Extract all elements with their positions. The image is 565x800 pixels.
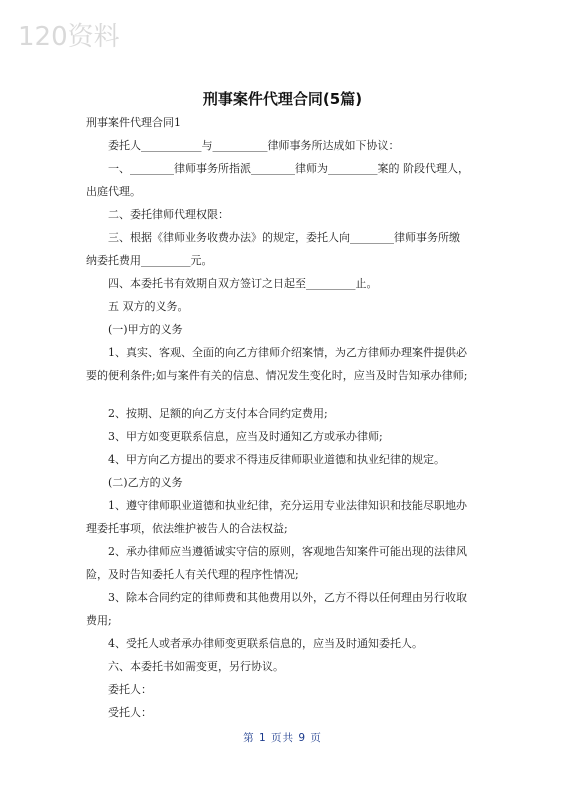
subsection-party-b: (二)乙方的义务	[108, 476, 183, 489]
subsection-party-a: (一)甲方的义务	[108, 323, 183, 336]
paragraph-clause-4: 四、本委托书有效期自双方签订之日起至_________止。	[108, 277, 378, 290]
paragraph-parties: 委托人___________与__________律师事务所达成如下协议：	[108, 139, 400, 152]
paragraph-b-duty-2-cont: 险，及时告知委托人有关代理的程序性情况;	[86, 568, 299, 581]
paragraph-clause-2: 二、委托律师代理权限：	[108, 208, 229, 221]
section-heading: 刑事案件代理合同1	[86, 116, 181, 129]
paragraph-b-duty-2: 2、承办律师应当遵循诚实守信的原则，客观地告知案件可能出现的法律风	[108, 545, 467, 558]
paragraph-b-duty-1-cont: 理委托事项，依法维护被告人的合法权益;	[86, 522, 288, 535]
paragraph-clause-5: 五 双方的义务。	[108, 300, 189, 313]
paragraph-clause-6: 六、本委托书如需变更，另行协议。	[108, 660, 284, 673]
paragraph-b-duty-1: 1、遵守律师职业道德和执业纪律，充分运用专业法律知识和技能尽职地办	[108, 499, 467, 512]
page-number: 第 1 页共 9 页	[243, 732, 322, 744]
watermark-logo: 120资料	[18, 22, 120, 52]
paragraph-clause-3-cont: 纳委托费用_________元。	[86, 254, 213, 267]
paragraph-a-duty-2: 2、按期、足额的向乙方支付本合同约定费用;	[108, 407, 328, 420]
paragraph-b-duty-4: 4、受托人或者承办律师变更联系信息的，应当及时通知委托人。	[108, 637, 423, 650]
paragraph-b-duty-3: 3、除本合同约定的律师费和其他费用以外，乙方不得以任何理由另行收取	[108, 591, 467, 604]
paragraph-a-duty-3: 3、甲方如变更联系信息，应当及时通知乙方或承办律师;	[108, 430, 383, 443]
paragraph-b-duty-3-cont: 费用;	[86, 614, 112, 627]
paragraph-a-duty-1-cont: 要的便利条件;如与案件有关的信息、情况发生变化时，应当及时告知承办律师;	[86, 369, 468, 382]
signature-client: 委托人：	[108, 683, 152, 696]
paragraph-a-duty-4: 4、甲方向乙方提出的要求不得违反律师职业道德和执业纪律的规定。	[108, 453, 445, 466]
signature-agent: 受托人：	[108, 706, 152, 719]
paragraph-a-duty-1: 1、真实、客观、全面的向乙方律师介绍案情，为乙方律师办理案件提供必	[108, 346, 467, 359]
document-title: 刑事案件代理合同(5篇)	[202, 90, 363, 108]
paragraph-clause-1: 一、________律师事务所指派________律师为_________案的 阶段代理人，	[108, 162, 469, 175]
paragraph-clause-1-cont: 出庭代理。	[86, 185, 141, 198]
paragraph-clause-3: 三、根据《律师业务收费办法》的规定，委托人向________律师事务所缴	[108, 231, 460, 244]
